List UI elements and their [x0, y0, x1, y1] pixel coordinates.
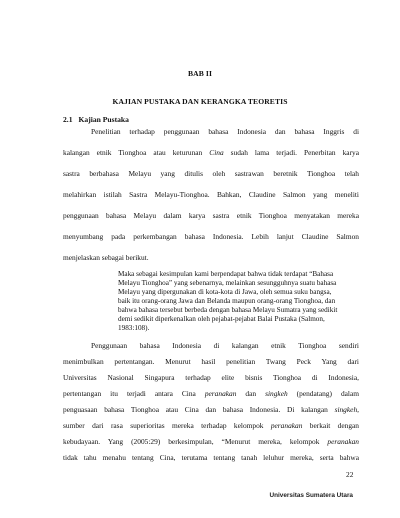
- paragraph-line: Penelitian terhadap penggunaan bahasa Indonesia dan bahasa Inggris di: [91, 127, 359, 136]
- page-number: 22: [346, 470, 354, 479]
- paragraph-line: sumber dari rasa superioritas mereka terhadap kelompok peranakan berkait dengan: [63, 421, 359, 430]
- paragraph-line: tidak tahu menahu tentang Cina, terutama tentang tanah leluhur mereka, serta bahwa: [63, 453, 359, 462]
- paragraph-line: sastra berbahasa Melayu yang ditulis oleh sastrawan beretnik Tionghoa telah: [63, 169, 359, 178]
- paragraph-line: penguasaan bahasa Tionghoa atau Cina dan bahasa Indonesia. Di kalangan singkeh,: [63, 405, 359, 414]
- paragraph-line: menyumbang pada perkembangan bahasa Indonesia. Lebih lanjut Claudine Salmon: [63, 232, 359, 241]
- quote-line: Melayu yang dipergunakan di kota-kota di Jawa, oleh semua suku bangsa,: [118, 288, 332, 296]
- university-footer: Universitas Sumatera Utara: [269, 492, 353, 499]
- quote-line: Maka sebagai kesimpulan kami berpendapat bahwa tidak terdapat “Bahasa: [118, 270, 334, 278]
- paragraph-line: menjelaskan sebagai berikut.: [63, 253, 149, 262]
- paragraph-line: pertentangan itu terjadi antara Cina peranakan dan singkeh (pendatang) dalam: [63, 389, 360, 398]
- paragraph-line: Universitas Nasional Singapura terhadap elite bisnis Tionghoa di Indonesia,: [63, 373, 359, 382]
- paragraph-line: kebudayaan. Yang (2005:29) berkesimpulan, “Menurut mereka, kelompok peranakan: [63, 437, 359, 446]
- quote-line: bahwa bahasa tersebut berbeda dengan bahasa Melayu Sumatra yang sedikit: [118, 306, 338, 314]
- quote-line: demi sedikit diperkenalkan oleh pejabat-pejabat Balai Pustaka (Salmon,: [118, 315, 325, 323]
- quote-line: Melayu Tionghoa” yang sebenarnya, melainkan sesungguhnya suatu bahasa: [118, 279, 337, 287]
- section-number: 2.1: [63, 115, 73, 124]
- paragraph-line: melahirkan istilah Sastra Melayu-Tionghoa. Bahkan, Claudine Salmon yang meneliti: [63, 190, 359, 199]
- paragraph-line: kalangan etnik Tionghoa atau keturunan Cina sudah lama terjadi. Penerbitan karya: [63, 148, 359, 157]
- section-label: Kajian Pustaka: [78, 115, 129, 124]
- chapter-title: KAJIAN PUSTAKA DAN KERANGKA TEORETIS: [112, 97, 288, 106]
- paragraph-line: penggunaan bahasa Melayu dalam karya sastra etnik Tionghoa menyatakan mereka: [63, 211, 359, 220]
- paragraph-line: Penggunaan bahasa Indonesia di kalangan etnik Tionghoa sendiri: [91, 341, 359, 350]
- quote-line: 1983:108).: [118, 324, 150, 332]
- chapter-heading: BAB II: [187, 69, 213, 78]
- paragraph-line: menimbulkan pertentangan. Menurut hasil penelitian Twang Peck Yang dari: [63, 357, 359, 366]
- quote-line: baik itu orang-orang Jawa dan Belanda maupun orang-orang Tionghoa, dan: [118, 297, 336, 305]
- section-heading: [63, 115, 129, 124]
